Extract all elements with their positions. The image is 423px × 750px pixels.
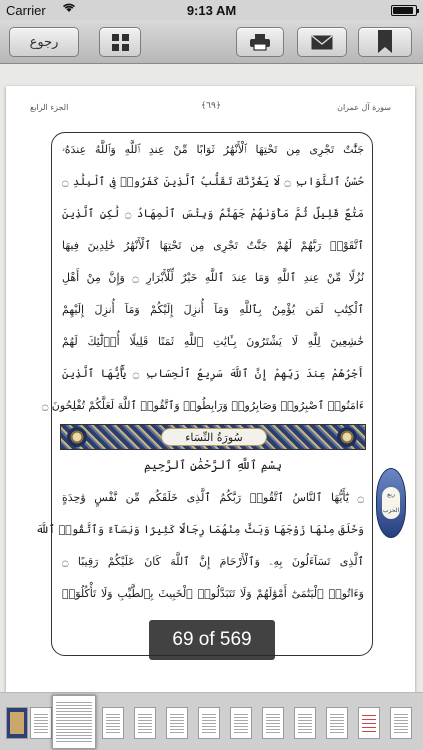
page-thumbnail[interactable] <box>134 707 156 739</box>
page-thumbnail[interactable] <box>358 707 380 739</box>
text-line: ٱلْكِتَٰبِ لَمَن يُؤْمِنُ بِٱللَّهِ وَمَآ أُنزِلَ إِلَيْكُمْ وَمَآ أُنزِلَ إِلَيْهِمْ <box>62 303 364 316</box>
text-line: ٱتَّقَوْا۟ رَبَّهُمْ لَهُمْ جَنَّٰتٌ تَجْرِى مِن تَحْتِهَا ٱلْأَنْهَٰرُ خَٰلِدِينَ فِيهَا <box>62 239 364 252</box>
hizb-marker-label: ربع الحزب <box>382 487 400 519</box>
text-line: مَتَٰعٌ قَلِيلٌ ثُمَّ مَأْوَىٰهُمْ جَهَنَّمُ وَبِئْسَ ٱلْمِهَادُ ۝ لَٰكِنِ ٱلَّذِينَ <box>62 207 364 220</box>
page-thumbnail[interactable] <box>262 707 284 739</box>
thumbnail-strip[interactable] <box>0 692 423 750</box>
text-line: ءَامَنُوا۟ ٱصْبِرُوا۟ وَصَابِرُوا۟ وَرَابِطُوا۟ وَٱتَّقُوا۟ ٱللَّهَ لَعَلَّكُمْ تُفْلِحُونَ ۝ <box>41 399 364 412</box>
text-frame <box>35 132 373 656</box>
page-number-header: ﴿٦٩﴾ <box>200 101 222 111</box>
bookmark-button[interactable] <box>358 27 412 57</box>
battery-icon <box>391 5 417 16</box>
carrier-label: Carrier <box>6 3 46 18</box>
grid-icon <box>112 34 129 51</box>
mail-button[interactable] <box>297 27 347 57</box>
text-line: حُسْنُ ٱلثَّوَابِ ۝ لَا يَغُرَّنَّكَ تَقَلُّبُ ٱلَّذِينَ كَفَرُوا۟ فِى ٱلْبِلَٰدِ ۝ <box>62 175 364 188</box>
page-thumbnail[interactable] <box>230 707 252 739</box>
page-counter: 69 of 569 <box>149 620 275 660</box>
text-line: ٱلَّذِى تَسَآءَلُونَ بِهِۦ وَٱلْأَرْحَامَ إِنَّ ٱللَّهَ كَانَ عَلَيْكُمْ رَقِيبًا ۝ <box>62 555 364 568</box>
text-line: وَخَلَقَ مِنْهَا زَوْجَهَا وَبَثَّ مِنْهُمَا رِجَالًا كَثِيرًا وَنِسَآءً وَٱتَّقُوا۟ ٱللَّهَ <box>35 523 364 536</box>
page-thumbnail[interactable] <box>294 707 316 739</box>
text-line: خَٰشِعِينَ لِلَّهِ لَا يَشْتَرُونَ بِـَٔايَٰتِ ٱللَّهِ ثَمَنًا قَلِيلًا أُو۟لَٰٓئِكَ لَهُمْ <box>62 335 364 348</box>
page-thumbnail[interactable] <box>102 707 124 739</box>
page-header <box>6 101 415 123</box>
print-button[interactable] <box>236 27 284 57</box>
printer-icon <box>249 33 271 51</box>
page-thumbnail[interactable] <box>30 707 52 739</box>
surah-banner <box>60 424 366 450</box>
basmala: بِسْمِ ٱللَّهِ ٱلرَّحْمَٰنِ ٱلرَّحِيمِ <box>143 458 282 472</box>
current-page-thumbnail[interactable] <box>52 695 96 749</box>
page-thumbnail[interactable] <box>6 707 28 739</box>
ornament-left <box>67 427 87 447</box>
text-line: ۝ يَٰٓأَيُّهَا ٱلنَّاسُ ٱتَّقُوا۟ رَبَّكُمُ ٱلَّذِى خَلَقَكُم مِّن نَّفْسٍ وَٰحِدَةٍ <box>62 491 364 504</box>
back-button[interactable]: رجوع <box>9 27 79 57</box>
grid-view-button[interactable] <box>99 27 141 57</box>
mail-icon <box>311 35 333 50</box>
battery-fill <box>393 7 413 14</box>
status-bar <box>0 0 423 20</box>
page-thumbnail[interactable] <box>166 707 188 739</box>
page-thumbnail[interactable] <box>326 707 348 739</box>
clock: 9:13 AM <box>186 3 237 18</box>
bookmark-icon <box>377 30 393 54</box>
mushaf-page[interactable] <box>6 86 415 692</box>
hizb-marker <box>376 468 406 538</box>
page-number: ٦٩ <box>206 101 216 111</box>
text-line: نُزُلًا مِّنْ عِندِ ٱللَّهِ وَمَا عِندَ ٱللَّهِ خَيْرٌ لِّلْأَبْرَارِ ۝ وَإِنَّ مِنْ أَهْلِ <box>62 271 364 284</box>
page-thumbnail[interactable] <box>198 707 220 739</box>
text-line: جَنَّٰتٌ تَجْرِى مِن تَحْتِهَا ٱلْأَنْهَٰرُ ثَوَابًا مِّنْ عِندِ ٱللَّهِ وَٱللَّهُ عِندَهُۥ <box>62 143 364 156</box>
page-thumbnail[interactable] <box>390 707 412 739</box>
toolbar <box>0 20 423 64</box>
text-line: أَجْرُهُمْ عِندَ رَبِّهِمْ إِنَّ ٱللَّهَ سَرِيعُ ٱلْحِسَابِ ۝ يَٰٓأَيُّهَا ٱلَّذِينَ <box>62 367 364 380</box>
surah-title: سُورَةُ النِّسَاء <box>161 428 267 446</box>
surah-name-header: سورة آل عمران <box>337 103 391 112</box>
text-line: وَءَاتُوا۟ ٱلْيَتَٰمَىٰٓ أَمْوَٰلَهُمْ وَلَا تَتَبَدَّلُوا۟ ٱلْخَبِيثَ بِٱلطَّيِّبِ وَلَا تَأْكُلُوٓا۟ <box>62 587 364 600</box>
juz-header: الجزء الرابع <box>30 103 69 112</box>
ornament-right <box>337 427 357 447</box>
